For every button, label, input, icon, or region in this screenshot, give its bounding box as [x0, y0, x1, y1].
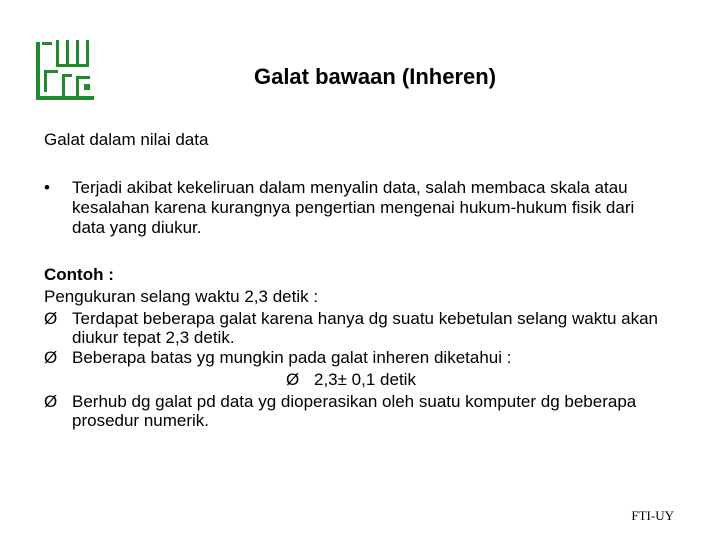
example-item — [44, 391, 684, 430]
arrow-bullet-icon: Ø — [286, 370, 300, 389]
example-intro: Pengukuran selang waktu 2,3 detik : — [44, 287, 319, 306]
slide-title: Galat bawaan (Inheren) — [253, 64, 497, 89]
footer-label: FTI-UY — [631, 508, 674, 523]
example-item-text: Berhub dg galat pd data yg dioperasikan oleh suatu komputer dg beberapa prosedur numerik. — [72, 392, 637, 430]
slide-subtitle: Galat dalam nilai data — [44, 130, 209, 149]
example-subitem — [44, 369, 684, 391]
arrow-bullet-icon: Ø — [44, 309, 58, 328]
arrow-bullet-icon: Ø — [44, 392, 58, 411]
bullet-text: Terjadi akibat kekeliruan dalam menyalin data, salah membaca skala atau kesalahan karena kurangnya pengertian mengenai hukum-hukum fisik dari data yang diukur. — [72, 178, 635, 237]
example-section — [44, 264, 684, 430]
example-item-text: Beberapa batas yg mungkin pada galat inheren diketahui : — [72, 348, 512, 367]
example-item-text: Terdapat beberapa galat karena hanya dg suatu kebetulan selang waktu akan diukur tepat 2,3 detik. — [72, 309, 658, 347]
bullet-item — [44, 178, 664, 238]
example-subitem-text: 2,3± 0,1 detik — [314, 370, 416, 389]
example-item — [44, 347, 684, 369]
bullet-dot: • — [44, 178, 50, 197]
arrow-bullet-icon: Ø — [44, 348, 58, 367]
bullet-list — [44, 178, 664, 238]
example-heading: Contoh : — [44, 265, 114, 284]
example-item — [44, 308, 684, 347]
